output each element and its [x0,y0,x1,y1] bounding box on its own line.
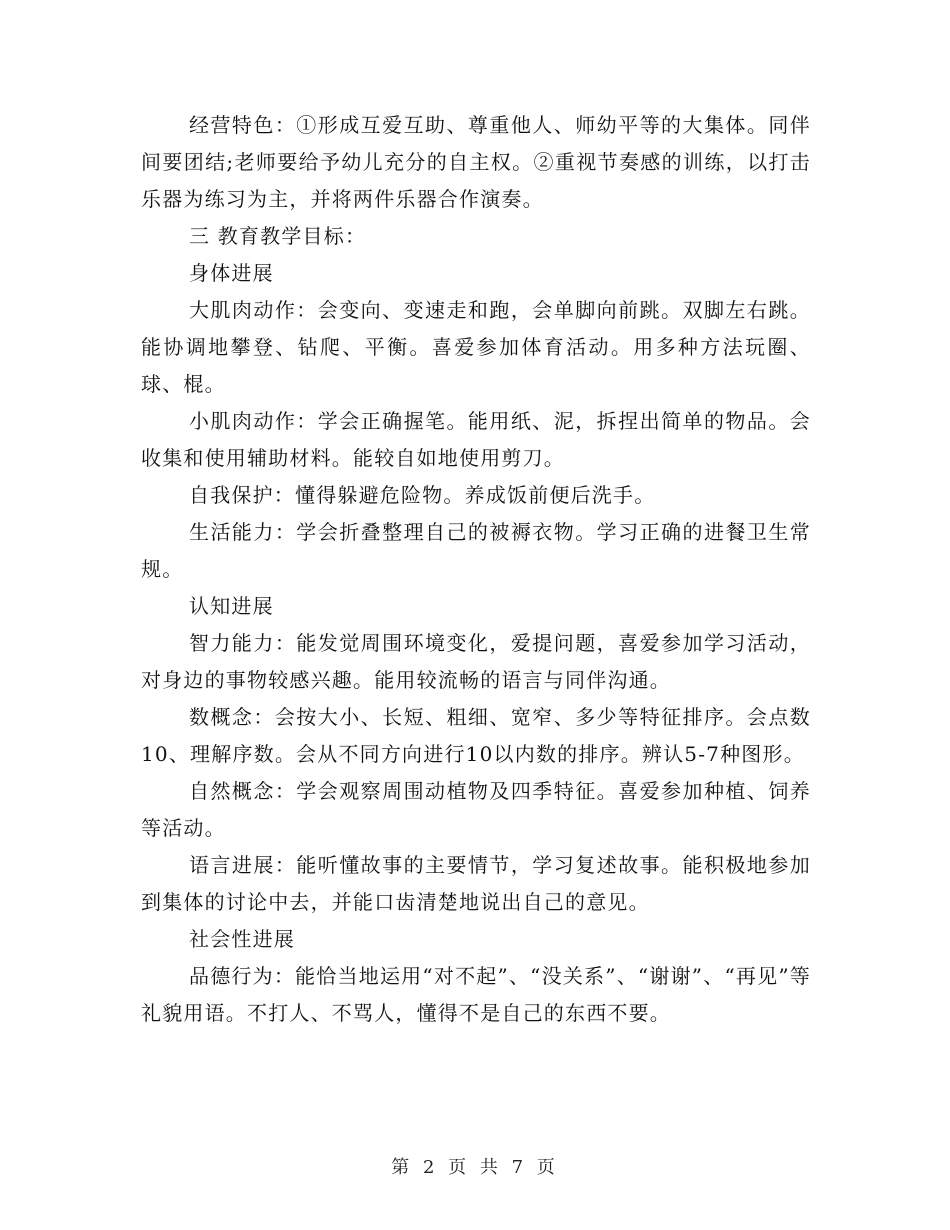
subheading-cognitive-development: 认知进展 [189,594,274,618]
paragraph-number-concepts: 数概念：会按大小、长短、粗细、宽窄、多少等特征排序。会点数10、理解序数。会从不同方向进行10以内数的排序。辨认5-7种图形。 [141,705,811,766]
paragraph-nature-concepts: 自然概念：学会观察周围动植物及四季特征。喜爱参加种植、饲养等活动。 [141,779,811,840]
paragraph-moral-behavior: 品德行为：能恰当地运用“对不起”、“没关系”、“谢谢”、“再见”等礼貌用语。不打人、不骂人，懂得不是自己的东西不要。 [141,964,811,1025]
paragraph-intellectual-ability: 智力能力：能发觉周围环境变化，爱提问题，喜爱参加学习活动，对身边的事物较感兴趣。能用较流畅的语言与同伴沟通。 [141,631,811,692]
paragraph-self-protection: 自我保护：懂得躲避危险物。养成饭前便后洗手。 [189,483,656,507]
page-number-footer: 第 2 页 共 7 页 [391,1157,559,1178]
paragraph-fine-motor: 小肌肉动作：学会正确握笔。能用纸、泥，拆捏出简单的物品。会收集和使用辅助材料。能较自如地使用剪刀。 [141,409,811,470]
paragraph-life-skills: 生活能力：学会折叠整理自己的被褥衣物。学习正确的进餐卫生常规。 [141,520,811,581]
document-body [141,107,811,1032]
paragraph-business-features: 经营特色：①形成互爱互助、尊重他人、师幼平等的大集体。同伴间要团结;老师要给予幼儿充分的自主权。②重视节奏感的训练，以打击乐器为练习为主，并将两件乐器合作演奏。 [141,113,811,211]
section-heading-teaching-goals: 三 教育教学目标： [189,224,367,248]
paragraph-language-development: 语言进展：能听懂故事的主要情节，学习复述故事。能积极地参加到集体的讨论中去，并能口齿清楚地说出自己的意见。 [141,853,811,914]
paragraph-gross-motor: 大肌肉动作：会变向、变速走和跑，会单脚向前跳。双脚左右跳。能协调地攀登、钻爬、平衡。喜爱参加体育活动。用多种方法玩圈、球、棍。 [141,298,811,396]
subheading-social-development: 社会性进展 [189,927,295,951]
subheading-physical-development: 身体进展 [189,261,274,285]
